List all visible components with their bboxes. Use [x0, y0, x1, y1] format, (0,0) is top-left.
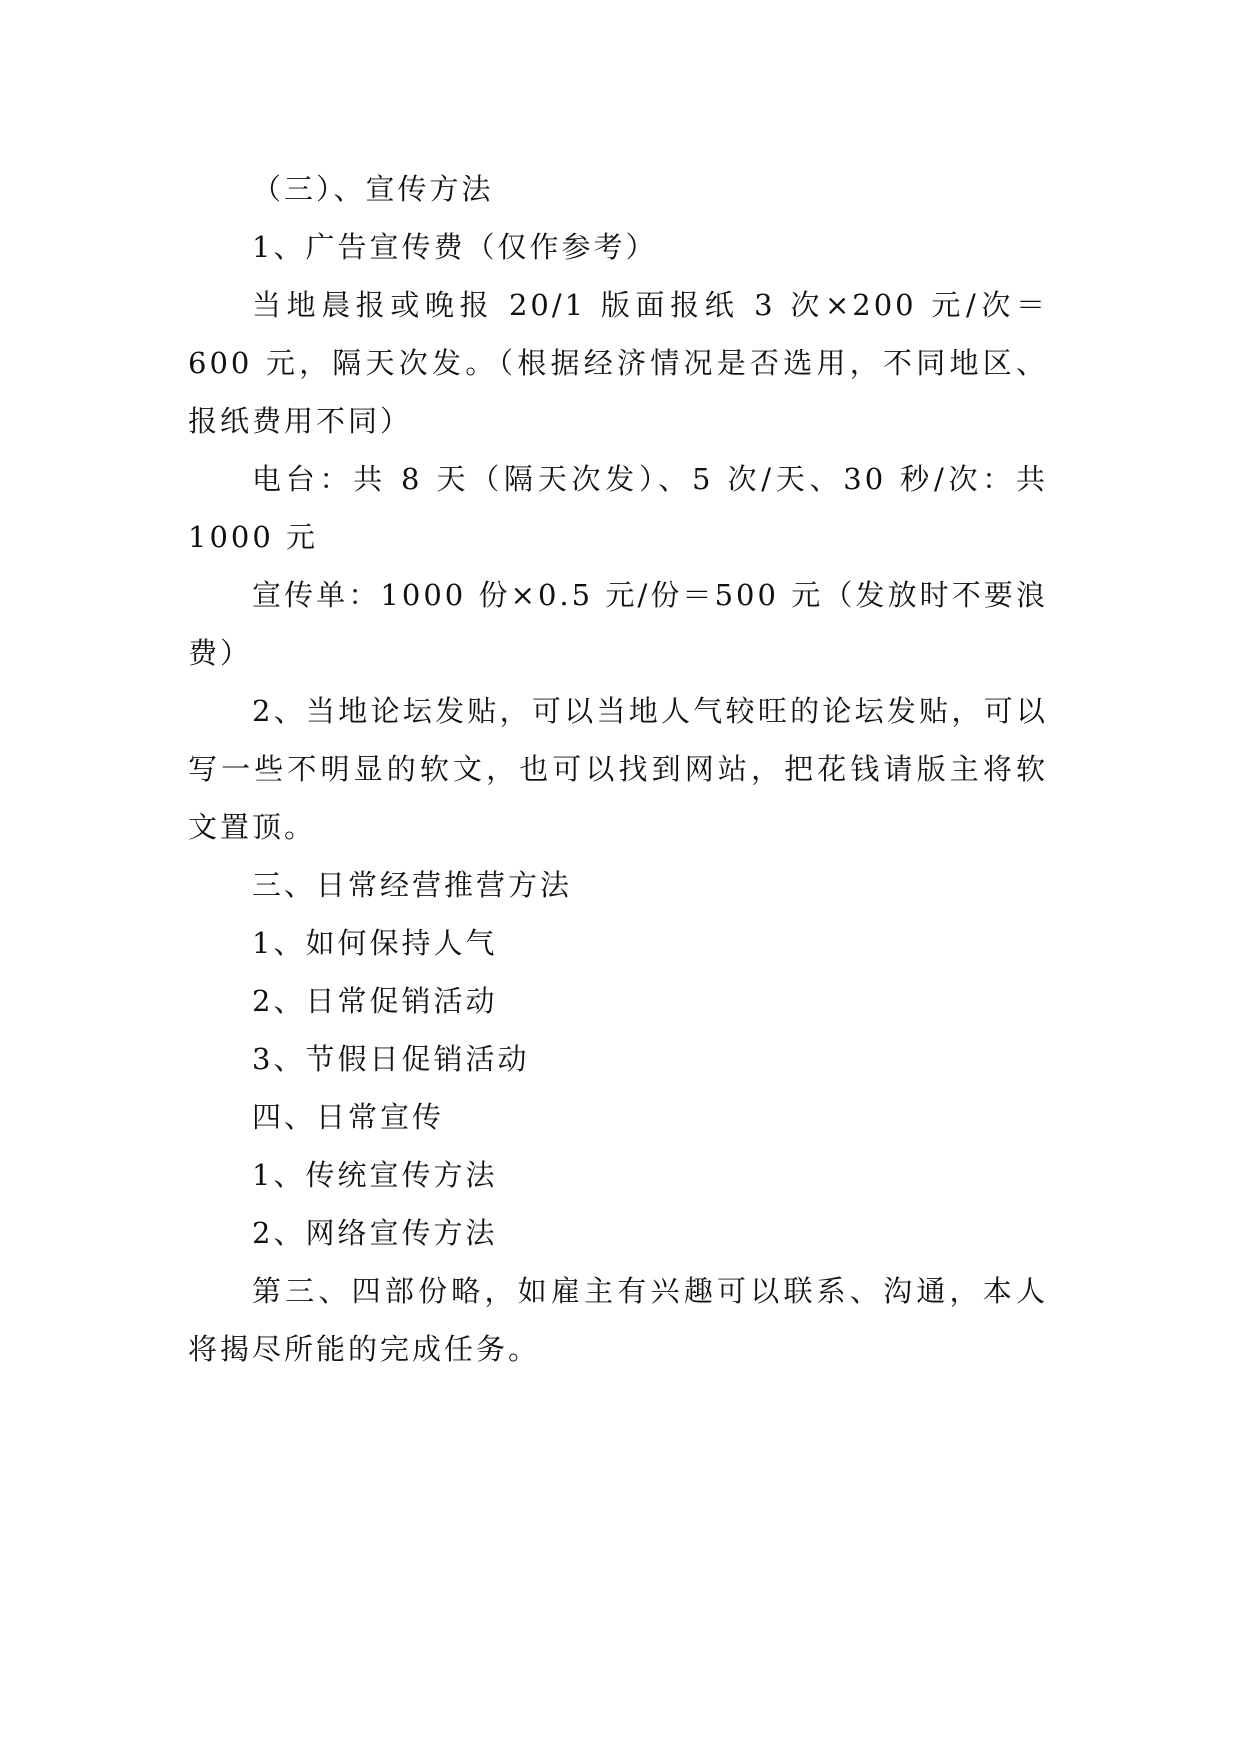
- section-daily-promotion: 四、日常宣传: [252, 1100, 445, 1134]
- paragraph-flyers: 宣传单：1000 份×0.5 元/份＝500 元（发放时不要浪费）: [188, 578, 1048, 670]
- paragraph-newspaper: 当地晨报或晚报 20/1 版面报纸 3 次×200 元/次＝600 元，隔天次发。（根据经济情况是否选用，不同地区、报纸费用不同）: [188, 288, 1048, 438]
- section-heading: （三）、宣传方法: [252, 172, 494, 206]
- document-body: [188, 160, 1048, 1378]
- closing-paragraph: 第三、四部份略，如雇主有兴趣可以联系、沟通，本人将揭尽所能的完成任务。: [188, 1274, 1048, 1366]
- list-item: 2、日常促销活动: [252, 984, 498, 1018]
- list-item: 3、节假日促销活动: [252, 1042, 530, 1076]
- list-item: 1、传统宣传方法: [252, 1158, 498, 1192]
- paragraph-forum: 2、当地论坛发贴，可以当地人气较旺的论坛发贴，可以写一些不明显的软文，也可以找到网站，把花钱请版主将软文置顶。: [188, 694, 1048, 844]
- list-item: 2、网络宣传方法: [252, 1216, 498, 1250]
- subheading-ad-fees: 1、广告宣传费（仅作参考）: [252, 230, 658, 264]
- paragraph-radio: 电台：共 8 天（隔天次发）、5 次/天、30 秒/次：共 1000 元: [188, 462, 1048, 554]
- list-item: 1、如何保持人气: [252, 926, 498, 960]
- section-daily-operations: 三、日常经营推营方法: [252, 868, 573, 902]
